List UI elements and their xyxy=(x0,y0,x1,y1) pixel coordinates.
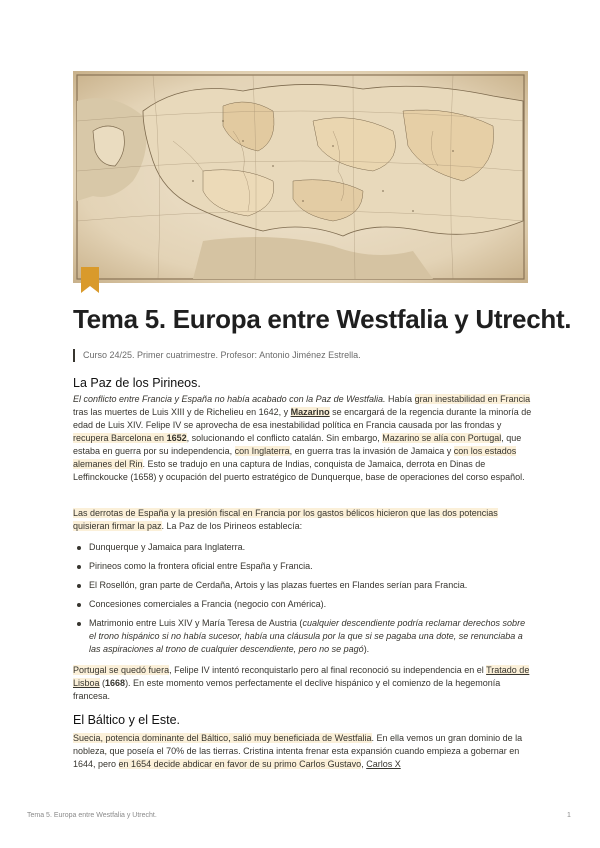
treaty-terms-list xyxy=(73,541,528,656)
paragraph-paz-pirineos-intro: El conflicto entre Francia y España no había acabado con la Paz de Westfalia. Había gran inestabilidad en Francia tras las muertes de Luis XIII y de Richelieu en 1642, y Mazarino se encargará de la regencia durante la minoría de edad de Luis XIV. Felipe IV se aprovecha de esa inestabilidad política en Francia causada por las frondas y recupera Barcelona en 1652, solucionando el conflicto catalán. Sin embargo, Mazarino se alía con Portugal, que estaba en guerra por su independencia, con Inglaterra, en guerra tras la invasión de Jamaica y con los estados alemanes del Rin. Esto se tradujo en una captura de Indias, conquista de Jamaica, derrota en Dinas de Leffinckoucke (1658) y ocupación del puerto estratégico de Dunquerque, base de operaciones del corso español. xyxy=(73,394,532,482)
paragraph-suecia: Suecia, potencia dominante del Báltico, salió muy beneficiada de Westfalia. En ella vemos un gran dominio de la nobleza, que poseía el 70% de las tierras. Cristina intenta frenar esta expansión cuando empieza a gobernar en 1644, pero en 1654 decide abdicar en favor de su primo Carlos Gustavo, Carlos X xyxy=(73,733,523,769)
cover-image xyxy=(73,71,528,283)
list-item: El Rosellón, gran parte de Cerdaña, Artois y las plazas fuertes en Flandes serían para Francia. xyxy=(73,579,528,592)
list-item: Pirineos como la frontera oficial entre España y Francia. xyxy=(73,560,528,573)
mazarino-highlight: Mazarino xyxy=(290,407,330,417)
list-item: Concesiones comerciales a Francia (negocio con América). xyxy=(73,598,528,611)
page-title: Tema 5. Europa entre Westfalia y Utrecht. xyxy=(73,304,572,334)
section-heading-baltico: El Báltico y el Este. xyxy=(73,713,180,727)
footer-title: Tema 5. Europa entre Westfalia y Utrecht. xyxy=(27,812,157,819)
list-item: Dunquerque y Jamaica para Inglaterra. xyxy=(73,541,528,554)
bookmark-icon xyxy=(81,267,99,293)
section-heading-paz-pirineos: La Paz de los Pirineos. xyxy=(73,376,201,390)
page-number: 1 xyxy=(567,812,571,819)
paragraph-portugal: Portugal se quedó fuera, Felipe IV intentó reconquistarlo pero al final reconoció su independencia en el Tratado de Lisboa (1668). En este momento vemos perfectamente el declive hispánico y el comienzo de la hegemonía francesa. xyxy=(73,665,530,701)
course-info-quote: Curso 24/25. Primer cuatrimestre. Profesor: Antonio Jiménez Estrella. xyxy=(73,349,361,362)
old-map-illustration xyxy=(73,71,528,283)
list-item: Matrimonio entre Luis XIV y María Teresa de Austria (cualquier descendiente podría reclamar derechos sobre el trono hispánico si no había sucesor, había una cláusula por la que si se pagaba una dote, se renunciaba a las aspiraciones al trono de cualquier descendiente, pero no se pagó). xyxy=(73,617,528,656)
paragraph-paz-firma: Las derrotas de España y la presión fiscal en Francia por los gastos bélicos hicieron que las dos potencias quisieran firmar la paz. La Paz de los Pirineos establecía: xyxy=(73,508,498,531)
